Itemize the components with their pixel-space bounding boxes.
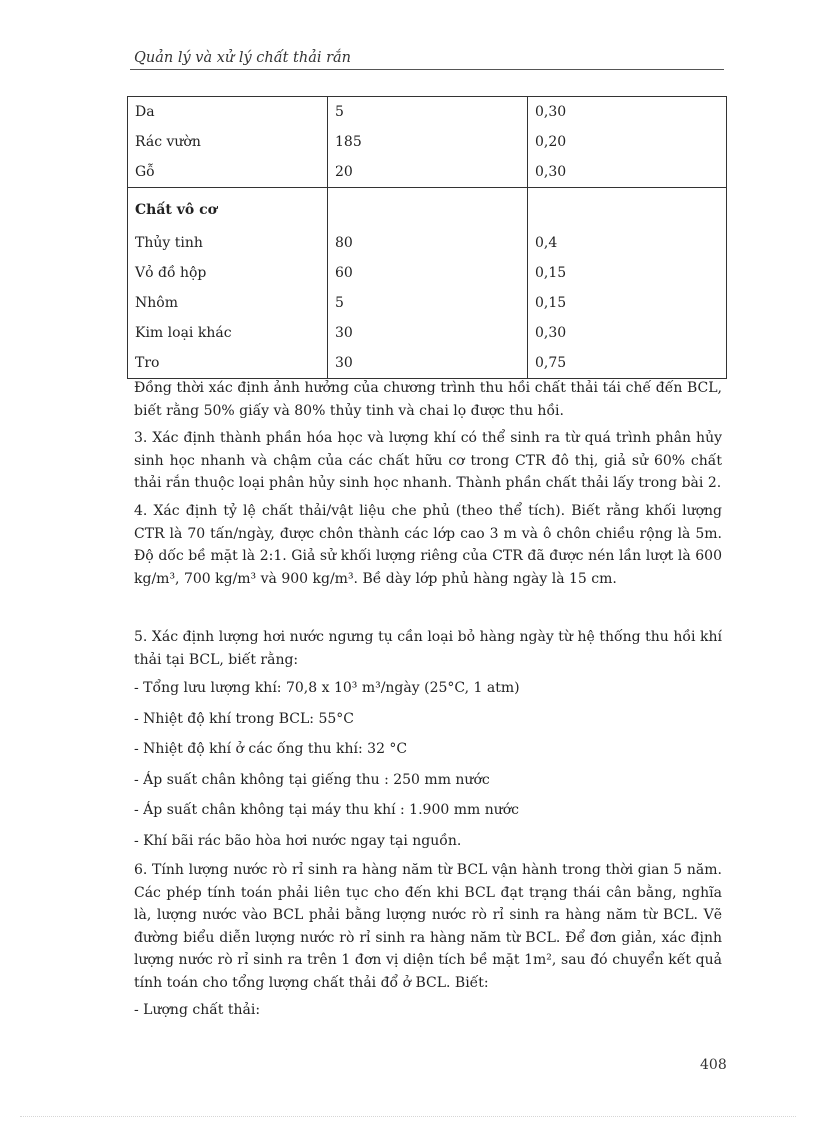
- table-cell-name: Gỗ: [128, 157, 328, 188]
- table-cell-value: 5: [328, 97, 528, 128]
- table-group-row: [128, 188, 727, 229]
- table-cell-ratio: [528, 188, 727, 229]
- bullet-landfill-temp: - Nhiệt độ khí trong BCL: 55°C: [134, 711, 354, 727]
- table-cell-name: Vỏ đồ hộp: [128, 258, 328, 288]
- table-row: [128, 157, 727, 188]
- table-cell-value: 5: [328, 288, 528, 318]
- paragraph-recycling-effect: Đồng thời xác định ảnh hưởng của chương trình thu hồi chất thải tái chế đến BCL, biết rằng 50% giấy và 80% thủy tinh và chai lọ được thu hồi.: [134, 380, 722, 419]
- exercise-3: 3. Xác định thành phần hóa học và lượng khí có thể sinh ra từ quá trình phân hủy sinh học nhanh và chậm của các chất hữu cơ trong CTR đô thị, giả sử 60% chất thải rắn thuộc loại phân hủy sinh học nhanh. Thành phần chất thải lấy trong bài 2.: [134, 430, 722, 491]
- exercise-5: 5. Xác định lượng hơi nước ngưng tụ cần loại bỏ hàng ngày từ hệ thống thu hồi khí thải tại BCL, biết rằng:: [134, 629, 722, 668]
- table-cell-ratio: 0,15: [528, 258, 727, 288]
- table-cell-ratio: 0,15: [528, 288, 727, 318]
- bullet-well-vacuum: - Áp suất chân không tại giếng thu : 250 mm nước: [134, 772, 490, 788]
- table-cell-name: Nhôm: [128, 288, 328, 318]
- running-header: Quản lý và xử lý chất thải rắn: [134, 50, 352, 66]
- table-cell-name: Kim loại khác: [128, 318, 328, 348]
- table-cell-ratio: 0,75: [528, 348, 727, 379]
- table-cell-name: Rác vườn: [128, 127, 328, 157]
- table-row: [128, 127, 727, 157]
- exercise-4: 4. Xác định tỷ lệ chất thải/vật liệu che phủ (theo thể tích). Biết rằng khối lượng CTR là 70 tấn/ngày, được chôn thành các lớp cao 3 m và ô chôn chiều rộng là 5m. Độ dốc bề mặt là 2:1. Giả sử khối lượng riêng của CTR đã được nén lần lượt là 600 kg/m³, 700 kg/m³ và 900 kg/m³. Bề dày lớp phủ hàng ngày là 15 cm.: [134, 503, 722, 587]
- table-row: [128, 288, 727, 318]
- table-cell-ratio: 0,30: [528, 318, 727, 348]
- table-row: [128, 228, 727, 258]
- page-number: 408: [700, 1057, 727, 1073]
- table-cell-value: 185: [328, 127, 528, 157]
- table-cell-ratio: 0,30: [528, 97, 727, 128]
- bullet-saturated-gas: - Khí bãi rác bão hòa hơi nước ngay tại nguồn.: [134, 833, 462, 849]
- table-cell-name: Thủy tinh: [128, 228, 328, 258]
- table-cell-value: 30: [328, 348, 528, 379]
- table-cell-name: Da: [128, 97, 328, 128]
- table-cell-value: [328, 188, 528, 229]
- table-row: [128, 318, 727, 348]
- bullet-pipe-temp: - Nhiệt độ khí ở các ống thu khí: 32 °C: [134, 741, 408, 757]
- table-cell-name: Tro: [128, 348, 328, 379]
- table-cell-value: 20: [328, 157, 528, 188]
- table-group-heading: Chất vô cơ: [128, 188, 328, 229]
- table-row: [128, 348, 727, 379]
- table-cell-ratio: 0,30: [528, 157, 727, 188]
- table-cell-ratio: 0,20: [528, 127, 727, 157]
- exercise-6: 6. Tính lượng nước rò rỉ sinh ra hàng năm từ BCL vận hành trong thời gian 5 năm. Các phép tính toán phải liên tục cho đến khi BCL đạt trạng thái cân bằng, nghĩa là, lượng nước vào BCL phải bằng lượng nước rò rỉ sinh ra hàng năm từ BCL. Vẽ đường biểu diễn lượng nước rò rỉ sinh ra hàng năm từ BCL. Để đơn giản, xác định lượng nước rò rỉ sinh ra trên 1 đơn vị diện tích bề mặt 1m², sau đó chuyển kết quả tính toán cho tổng lượng chất thải đổ ở BCL. Biết:: [134, 862, 722, 991]
- table-cell-value: 30: [328, 318, 528, 348]
- table-row: [128, 97, 727, 128]
- bottom-dotted-rule: [20, 1116, 796, 1117]
- header-divider: [130, 69, 724, 70]
- waste-composition-table: [127, 96, 727, 379]
- table-cell-value: 80: [328, 228, 528, 258]
- bullet-waste-amount: - Lượng chất thải:: [134, 1002, 261, 1018]
- bullet-gas-flow: - Tổng lưu lượng khí: 70,8 x 10³ m³/ngày (25°C, 1 atm): [134, 680, 520, 696]
- table-cell-value: 60: [328, 258, 528, 288]
- table-cell-ratio: 0,4: [528, 228, 727, 258]
- table-row: [128, 258, 727, 288]
- bullet-blower-vacuum: - Áp suất chân không tại máy thu khí : 1.900 mm nước: [134, 802, 520, 818]
